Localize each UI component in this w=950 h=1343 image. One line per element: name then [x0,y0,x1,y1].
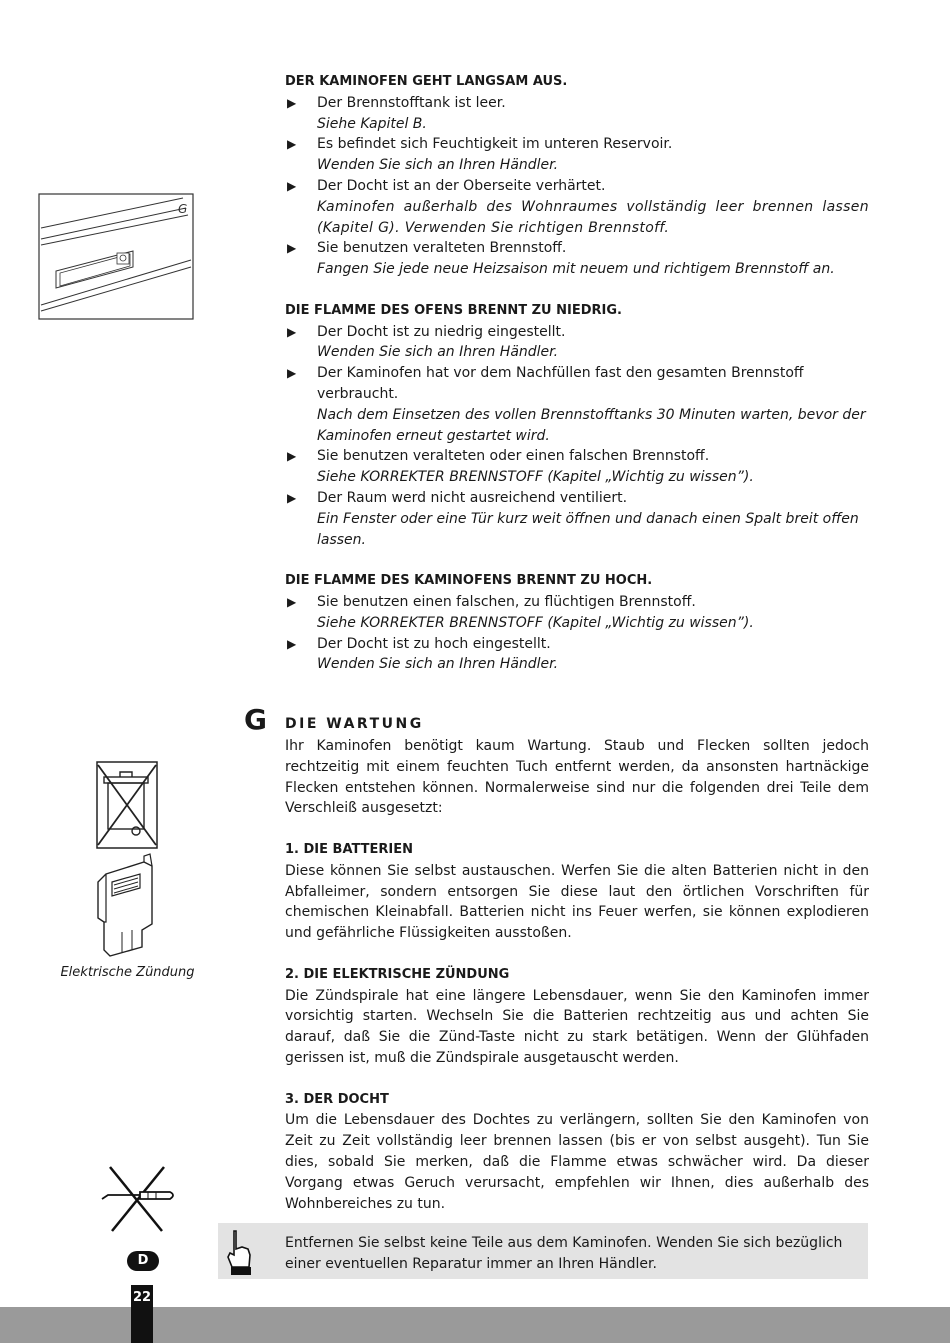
list-item: ▶ Sie benutzen einen falschen, zu flüchtigen Brennstoff. Siehe KORREKTER BRENNSTOFF (Kapitel „Wichtig zu wissen”). [287,593,754,631]
bullet-arrow-icon: ▶ [287,241,297,256]
figure-label: G [178,202,188,216]
ignition-caption: Elektrische Zündung [60,965,195,980]
crossed-bin-icon [96,761,158,849]
page-number: 22 [132,1290,152,1305]
heading-goes-out: DER KAMINOFEN GEHT LANGSAM AUS. [285,74,568,89]
bullet-arrow-icon: ▶ [287,594,297,609]
bullet-arrow-icon: ▶ [287,449,297,464]
chapter-intro: Ihr Kaminofen benötigt kaum Wartung. Staub und Flecken sollten jedoch rechtzeitig mit einem feuchten Tuch entfernt werden, da ansonsten hartnäckige Flecken entstehen können. Normalerweise sind nur die folgenden drei Teile dem Verschleiß ausgesetzt: [285,738,869,817]
bullet-arrow-icon: ▶ [287,636,297,651]
list-item: ▶ Der Brennstofftank ist leer. Siehe Kapitel B. [287,94,506,132]
section-text: Diese können Sie selbst austauschen. Werfen Sie die alten Batterien nicht in den Abfalleimer, sondern entsorgen Sie diese laut den örtlichen Vorschriften für chemischen Kleinabfall. Batterien nicht ins Feuer werfen, sie können explodieren und gefährliche Flüssigkeiten ausstoßen. [285,862,869,942]
list-item: ▶ Der Docht ist zu niedrig eingestellt. Wenden Sie sich an Ihren Händler. [287,323,566,361]
bullet-arrow-icon: ▶ [287,324,297,339]
troubleshooting-section [285,72,869,675]
note-text: Entfernen Sie selbst keine Teile aus dem Kaminofen. Wenden Sie sich bezüglich einer eventuellen Reparatur immer an Ihren Händler. [285,1235,843,1272]
language-badge: D [127,1251,159,1271]
ignition-part-illustration [92,852,162,957]
section-heading: 3. DER DOCHT [285,1091,389,1107]
heading-too-low: DIE FLAMME DES OFENS BRENNT ZU NIEDRIG. [285,302,622,318]
heading-too-high: DIE FLAMME DES KAMINOFENS BRENNT ZU HOCH. [285,573,653,589]
bullet-arrow-icon: ▶ [287,366,297,381]
list-item: ▶ Der Kaminofen hat vor dem Nachfüllen fast den gesamten Brennstoff verbraucht. Nach dem Einsetzen des vollen Brennstofftanks 30 Minuten warten, bevor der Kaminofen erneut gestartet wird. [287,365,866,444]
bullet-arrow-icon: ▶ [287,178,297,193]
chapter-letter: G [244,703,267,736]
maintenance-section [285,736,869,1214]
list-item: ▶ Es befindet sich Feuchtigkeit im unteren Reservoir. Wenden Sie sich an Ihren Händler. [287,136,673,174]
section-text: Um die Lebensdauer des Dochtes zu verlängern, sollten Sie den Kaminofen von Zeit zu Zeit vollständig leer brennen lassen (bis er von selbst ausgeht). Tun Sie dies, sobald Sie merken, daß die Flamme etwas schwächer wird. Da dieser Vorgang etwas Geruch verursacht, empfehlen wir Ihnen, dies außerhalb des Wohnbereiches zu tun. [285,1112,869,1212]
list-item: ▶ Der Docht ist zu hoch eingestellt. Wenden Sie sich an Ihren Händler. [287,635,559,673]
section-heading: 2. DIE ELEKTRISCHE ZÜNDUNG [285,966,510,982]
section-heading: 1. DIE BATTERIEN [285,841,414,857]
screwdriver-crossed-icon [100,1163,178,1235]
list-item: ▶ Der Raum werd nicht ausreichend ventiliert. Ein Fenster oder eine Tür kurz weit öffnen und danach einen Spalt breit offen lassen. [287,489,859,548]
list-item: ▶ Sie benutzen veralteten Brennstoff. Fangen Sie jede neue Heizsaison mit neuem und richtigem Brennstoff an. [287,240,835,278]
chapter-title: DIE WARTUNG [285,716,424,732]
bullet-arrow-icon: ▶ [287,490,297,505]
bullet-arrow-icon: ▶ [287,95,297,110]
pointing-hand-icon [222,1227,256,1277]
section-text: Die Zündspirale hat eine längere Lebensdauer, wenn Sie den Kaminofen immer vorsichtig starten. Wechseln Sie die Batterien rechtzeitig aus und achten Sie darauf, daß Sie die Zünd-Taste nicht zu stark betätigen. Wenn der Glühfaden gerissen ist, muß die Zündspirale ausgetauscht werden. [285,987,869,1066]
wick-access-illustration [38,193,194,320]
note-box [218,1223,868,1279]
bullet-arrow-icon: ▶ [287,137,297,152]
list-item: ▶ Der Docht ist an der Oberseite verhärtet. Kaminofen außerhalb des Wohnraumes vollständig leer brennen lassen (Kapitel G). Verwenden Sie richtigen Brennstoff. [287,177,869,236]
list-item: ▶ Sie benutzen veralteten oder einen falschen Brennstoff. Siehe KORREKTER BRENNSTOFF (Kapitel „Wichtig zu wissen”). [287,448,754,486]
